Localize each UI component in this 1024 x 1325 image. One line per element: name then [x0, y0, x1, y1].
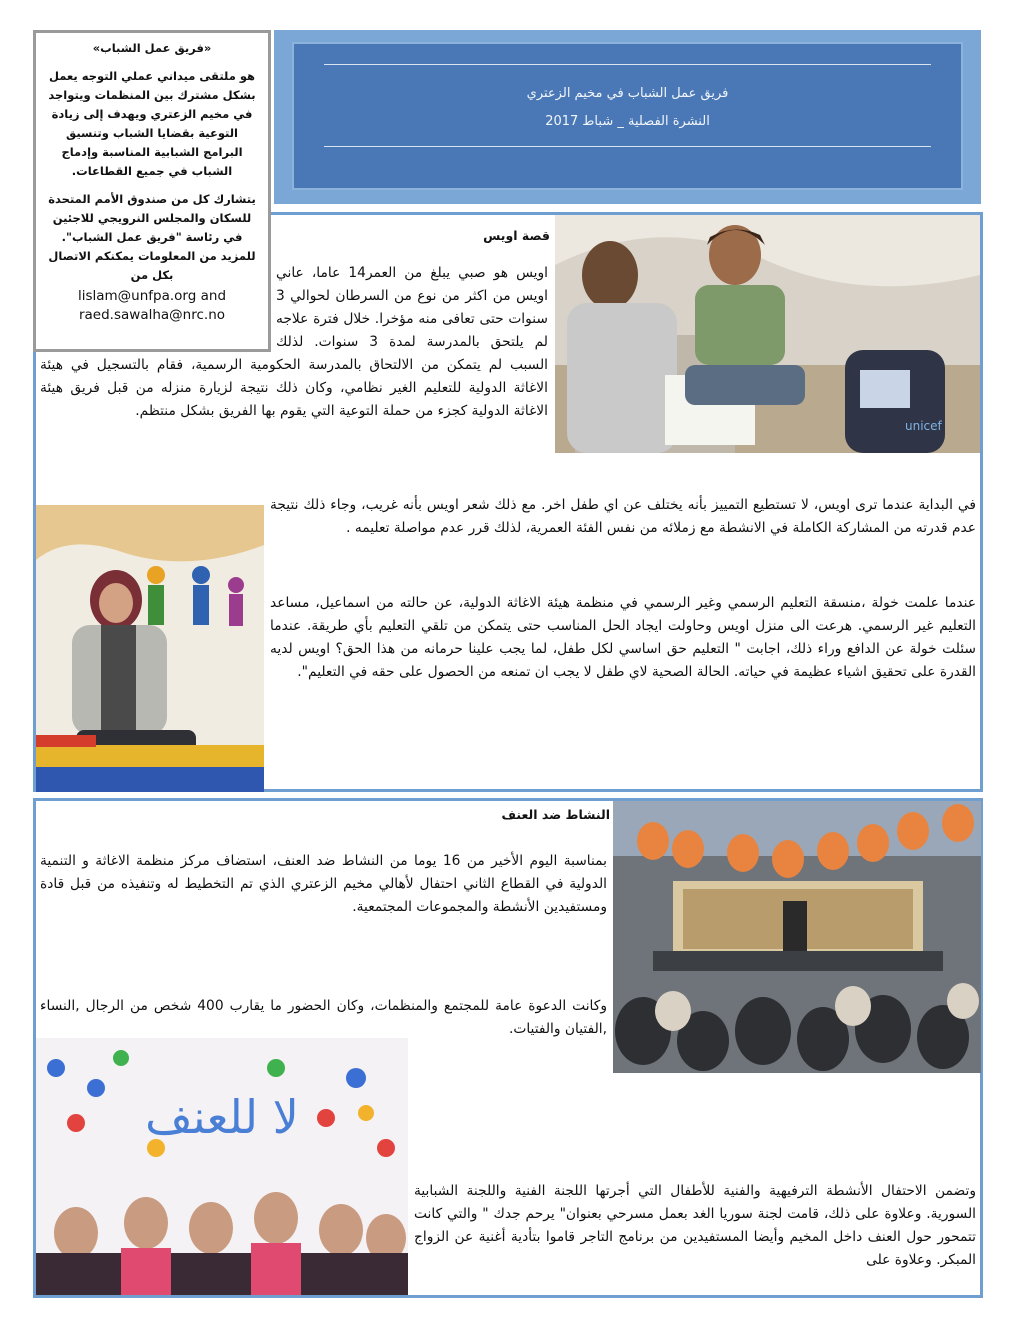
story-paragraph-2: في البداية عندما ترى اويس، لا تستطيع التمييز بأنه يختلف عن اي طفل اخر. مع ذلك شعر اويس بأنه غريب، وجاء ذلك نتيجة عدم قدرته من المشاركة الكاملة في الانشطة مع زملائه من نفس الفئة العمرية، لذلك قرر عدم مواصلة تعليمه . [270, 497, 976, 536]
photo-event-stage-art [613, 801, 981, 1073]
newsletter-title: فريق عمل الشباب في مخيم الزعتري [526, 86, 729, 101]
banner-slogan: لا للعنف [145, 1090, 299, 1144]
photo-woman-coordinator [36, 505, 264, 792]
header-banner-inner [292, 42, 963, 190]
story-title: قصة اويس [483, 228, 550, 243]
email-link-2[interactable]: raed.sawalha@nrc.no [78, 307, 226, 323]
info-box-description: هو ملتقى ميداني عملي التوجه يعمل بشكل مشترك بين المنظمات ويتواجد في مخيم الزعتري ويهدف إلى زيادة التوعية بقضايا الشباب وتنسيق البرامج الشبابية المناسبة وإدماج الشباب في جميع القطاعات. [48, 69, 256, 178]
violence-paragraph-2: وكانت الدعوة عامة للمجتمع والمنظمات، وكان الحضور ما يقارب 400 شخص من الرجال ,النساء ,الفتيان والفتيات. [40, 998, 607, 1037]
banner-bottom-rule [324, 146, 931, 147]
header-banner [274, 30, 981, 204]
info-box-cochairs: يتشارك كل من صندوق الأمم المتحدة للسكان والمجلس النرويجي للاجئين في رئاسة "فريق عمل الشباب". للمزيد من المعلومات يمكنكم الاتصال بكل من [48, 192, 256, 282]
info-box-name: «فريق عمل الشباب» [92, 41, 212, 55]
photo-boy-studying [555, 215, 980, 453]
photo-woman-art [36, 505, 264, 792]
violence-paragraph-1: بمناسبة اليوم الأخير من 16 يوما من النشاط ضد العنف، استضاف مركز منظمة الاغاثة و التنمية الدولية في القطاع الثاني احتفال لأهالي مخيم الزعتري الذي تم التخطيط له وتنفيذه من قبل قادة ومستفيدين الأنشطة والمجموعات المجتمعية. [40, 853, 607, 915]
photo-banner-art [36, 1038, 408, 1295]
email-link-1[interactable]: lislam@unfpa.org and [77, 288, 227, 304]
violence-title: النشاط ضد العنف [501, 807, 610, 822]
story-paragraph-1-text: اويس هو صبي يبلغ من العمر14 عاما، عاني اويس من اكثر من نوع من السرطان لحوالي 3 سنوات حتى تعافى منه مؤخرا. خلال فترة علاجه لم يلتحق بالمدرسة لمدة 3 سنوات. لذلك السبب لم يتمكن من الالتحاق بالمدرسة الحكومية الرسمية، فقام بالتسجيل في هيئة الاغاثة الدولية للتعليم الغير نظامي، وكان ذلك نتيجة لزيارة منزله من قبل فريق هيئة الاغاثة الدولية كجزء من حملة التوعية التي يقوم بها الفريق بشكل منتظم. [40, 265, 548, 419]
photo-boy-studying-art [555, 215, 980, 453]
story-paragraph-3: عندما علمت خولة ،منسقة التعليم الرسمي وغير الرسمي في منظمة هيئة الاغاثة الدولية، عن حالته من اسماعيل، مساعد التعليم غير الرسمي. هرعت الى منزل اويس وحاولت ايجاد الحل المناسب حتى يتمكن من تلقي التعليم بأي طريقة. عندما سئلت خولة عن الدافع وراء ذلك، اجابت " التعليم حق اساسي لكل طفل، لما يجب علينا حرمانه من هذا الحق؟ اويس لديه القدرة على تحقيق اشياء عظيمة في حياته. الحالة الصحية لاي طفل لا يجب ان تمنعه من الحصول على حقه في التعليم". [270, 595, 976, 680]
photo-event-stage [613, 801, 981, 1073]
photo-no-violence-banner [36, 1038, 408, 1295]
violence-paragraph-3: وتضمن الاحتفال الأنشطة الترفيهية والفنية للأطفال التي أجرتها اللجنة الفنية واللجنة الشبابية السورية. وعلاوة على ذلك، قامت لجنة سوريا الغد بعمل مسرحي بعنوان" يرحم جدك " والتي كانت تتمحور حول العنف داخل المخيم وأيضا المستفيدين من برنامج التاجر قاموا بتأدية أغنية عن الزواج المبكر. وعلاوة على [414, 1183, 976, 1268]
newsletter-subtitle: النشرة الفصلية _ شباط 2017 [545, 114, 710, 129]
story-paragraph-1 [40, 262, 548, 452]
info-box-spacer [40, 262, 276, 354]
unicef-logo-text: unicef [905, 419, 942, 433]
banner-top-rule [324, 64, 931, 65]
